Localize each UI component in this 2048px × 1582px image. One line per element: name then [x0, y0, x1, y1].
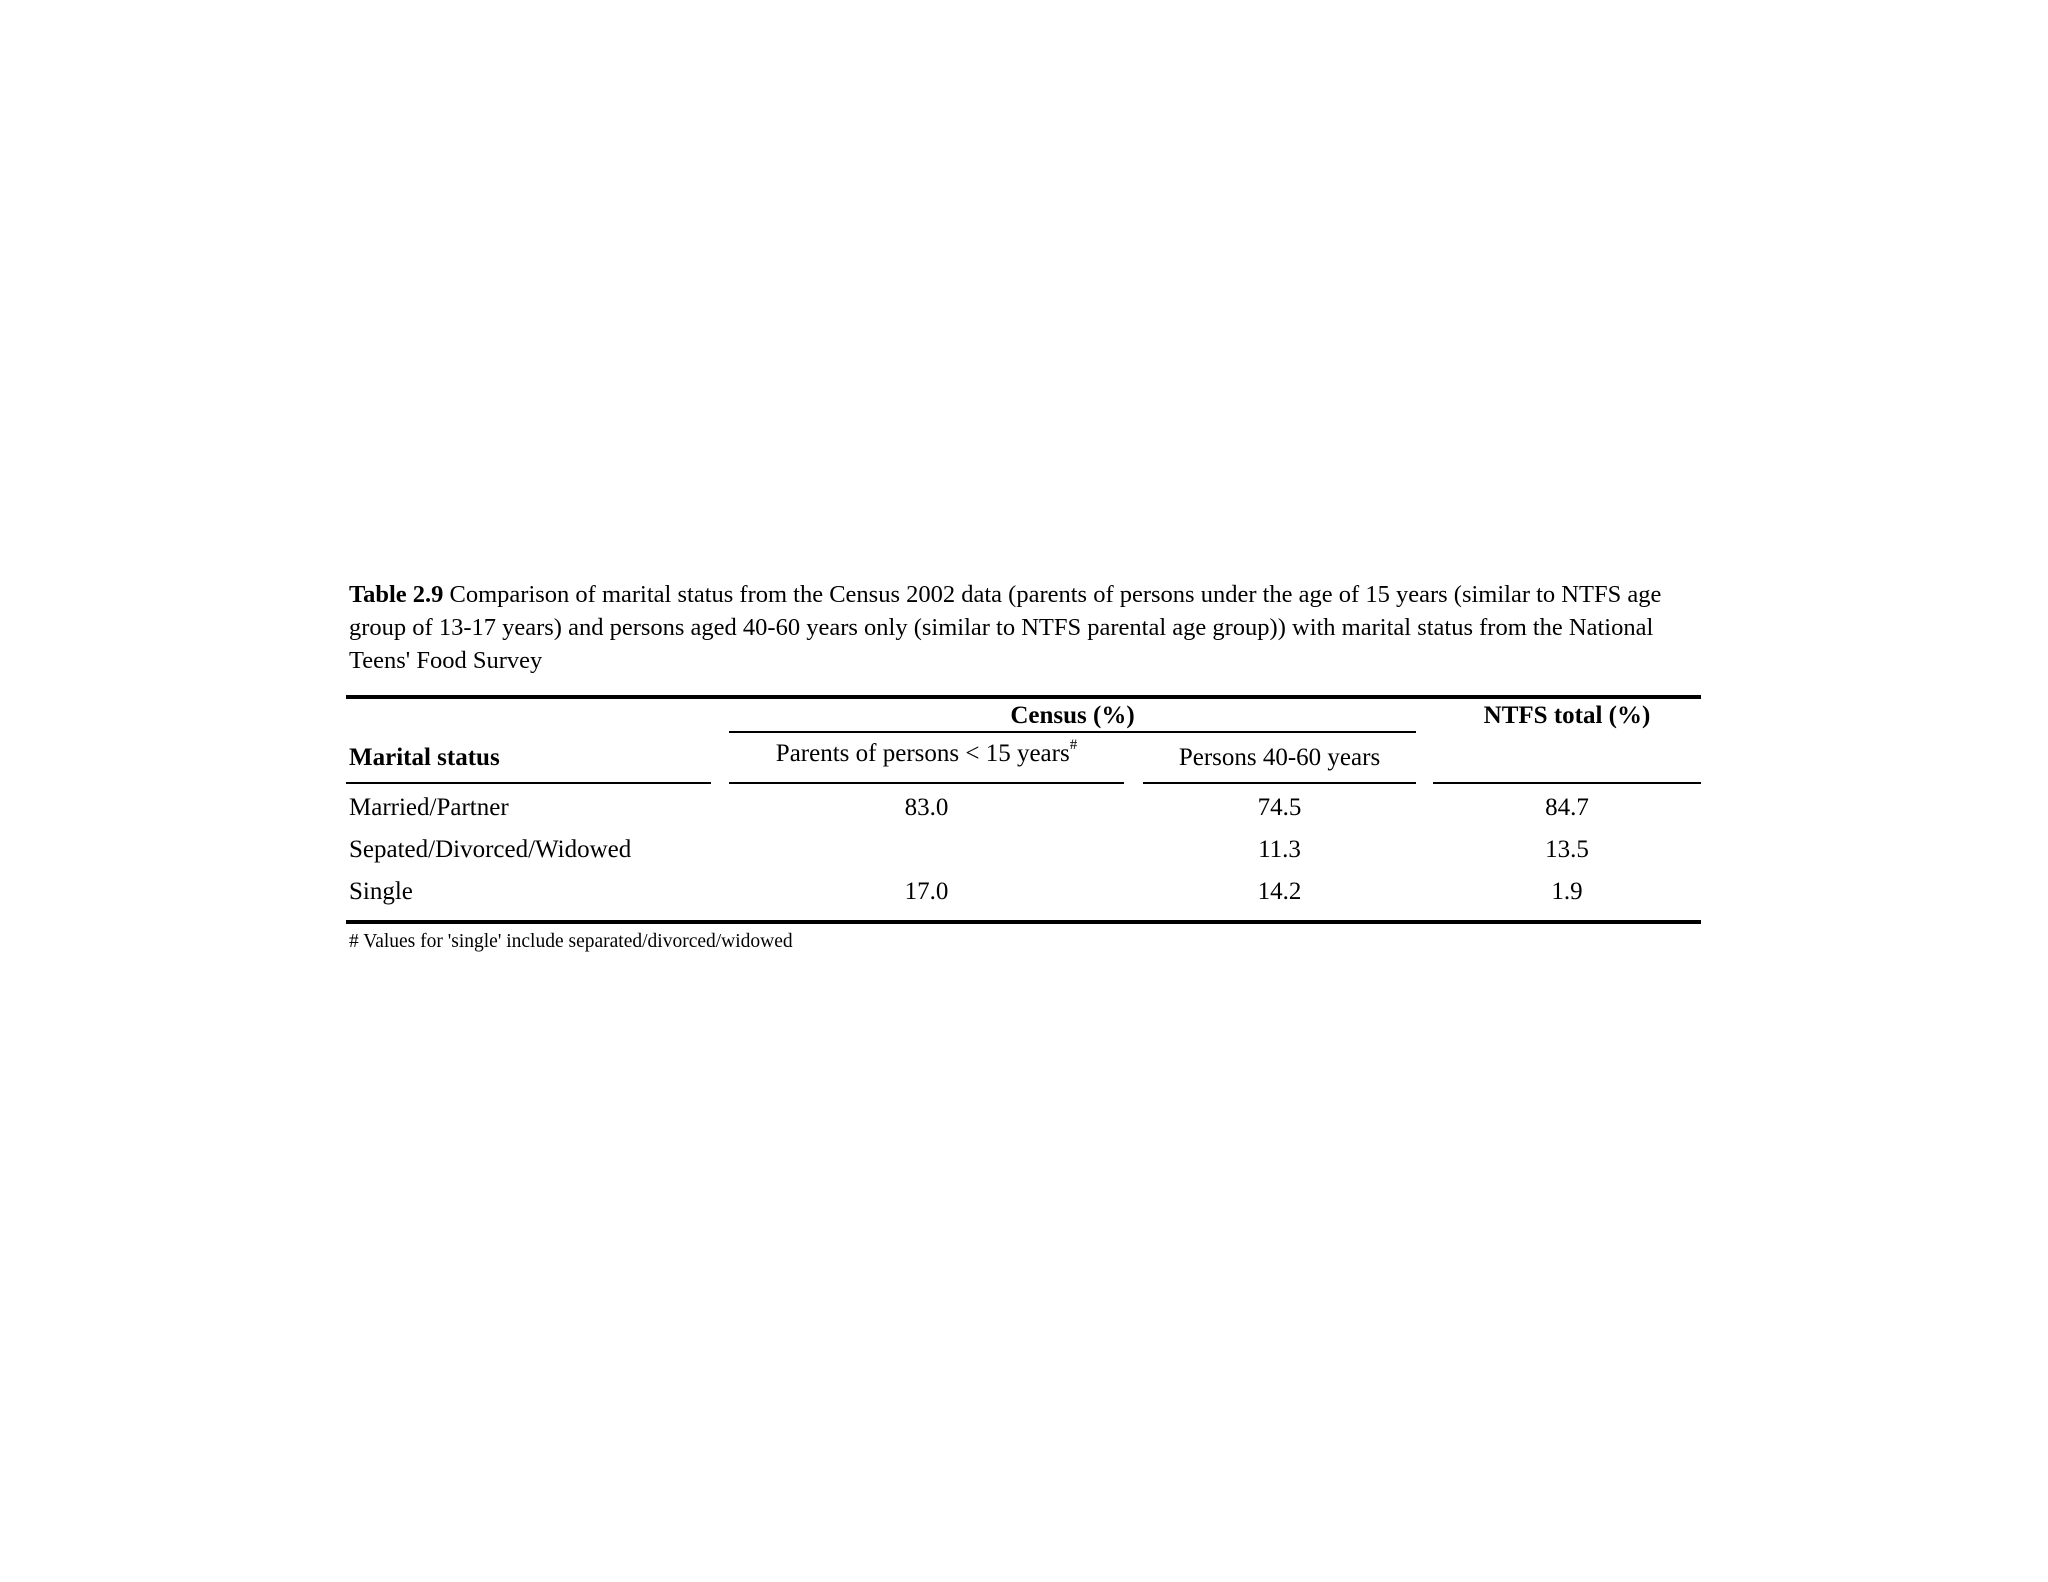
row-persons-value: 11.3 [1258, 836, 1301, 863]
parents-subheader-text: Parents of persons < 15 years [775, 740, 1070, 767]
row-ntfs-value: 84.7 [1545, 794, 1589, 821]
parents-subheader [729, 739, 1124, 769]
table-caption [349, 578, 1709, 677]
table-caption-text: Comparison of marital status from the Census 2002 data (parents of persons under the age of 15 years (similar to NTFS age group of 13-17 years) and persons aged 40-60 years only (similar to NTFS parental age group)) with marital status from the National Teens' Food Survey [349, 581, 1662, 674]
census-group-header: Census (%) [1010, 702, 1135, 729]
row-persons-value: 74.5 [1257, 794, 1302, 821]
table-bottom-rule [346, 920, 1701, 924]
census-group-rule [729, 731, 1416, 733]
footnote-mark: # [1069, 737, 1078, 753]
row-ntfs-value: 1.9 [1551, 878, 1583, 905]
header-rule-persons [1143, 782, 1416, 784]
header-rule-parents [729, 782, 1124, 784]
marital-status-header: Marital status [349, 744, 500, 771]
table-top-rule [346, 695, 1701, 699]
table-footnote: # Values for 'single' include separated/divorced/widowed [349, 931, 793, 952]
row-ntfs-value: 13.5 [1545, 836, 1589, 863]
row-parents-value: 83.0 [904, 794, 949, 821]
persons-subheader: Persons 40-60 years [1178, 744, 1381, 771]
row-label: Sepated/Divorced/Widowed [349, 836, 632, 863]
row-label: Single [349, 878, 413, 905]
header-rule-ntfs [1433, 782, 1701, 784]
row-label: Married/Partner [349, 794, 509, 821]
header-rule-label [346, 782, 711, 784]
ntfs-total-header: NTFS total (%) [1483, 702, 1651, 729]
row-persons-value: 14.2 [1257, 878, 1302, 905]
table-label: Table 2.9 [349, 581, 444, 608]
row-parents-value: 17.0 [904, 878, 949, 905]
